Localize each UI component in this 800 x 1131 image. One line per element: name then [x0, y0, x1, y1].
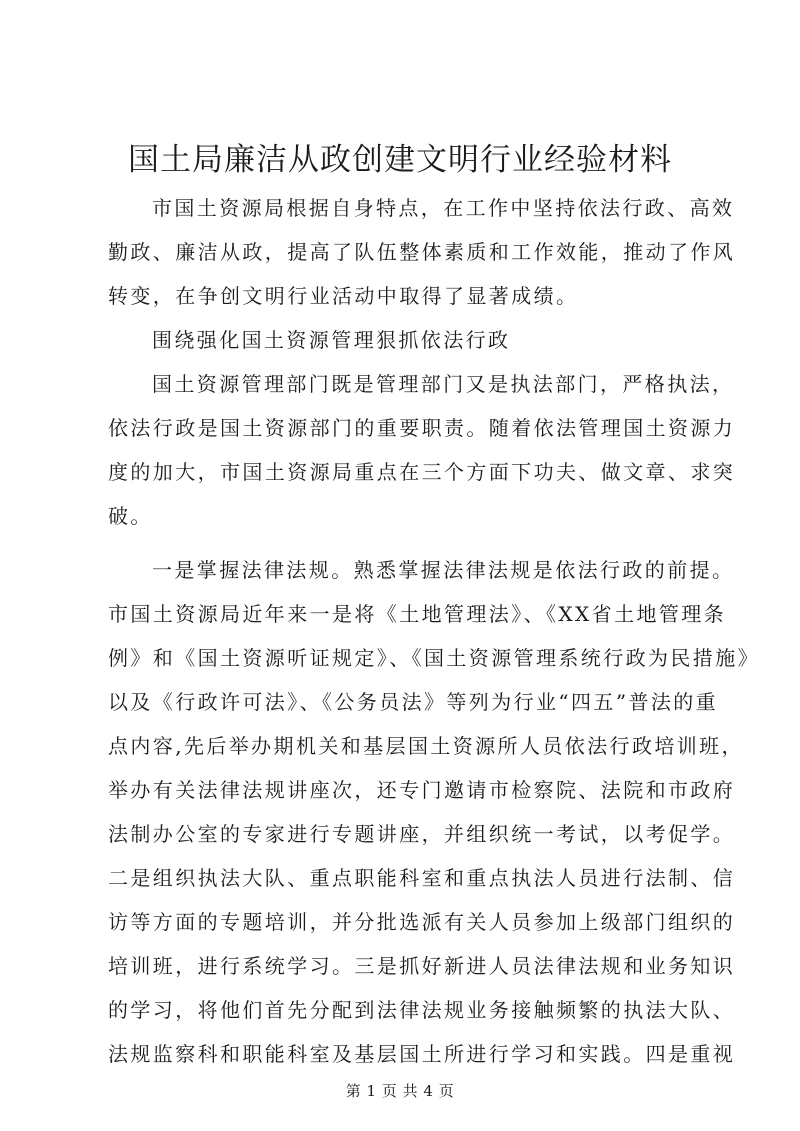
- document-title: 国土局廉洁从政创建文明行业经验材料: [128, 142, 672, 178]
- body-line: 培训班，进行系统学习。三是抓好新进人员法律法规和业务知识: [108, 954, 736, 978]
- body-line: 勤政、廉洁从政，提高了队伍整体素质和工作效能，推动了作风: [108, 240, 736, 264]
- body-line: 举办有关法律法规讲座次，还专门邀请市检察院、法院和市政府: [108, 778, 736, 802]
- body-line: 破。: [108, 504, 153, 528]
- body-line: 的学习，将他们首先分配到法律法规业务接触频繁的执法大队、: [108, 998, 736, 1022]
- body-line: 法制办公室的专家进行专题讲座，并组织统一考试，以考促学。: [108, 822, 736, 846]
- body-line: 市国土资源局根据自身特点，在工作中坚持依法行政、高效: [152, 196, 735, 220]
- document-body: [108, 186, 760, 1076]
- body-line: 访等方面的专题培训，并分批选派有关人员参加上级部门组织的: [108, 910, 736, 934]
- body-line: 二是组织执法大队、重点职能科室和重点执法人员进行法制、信: [108, 866, 736, 890]
- paragraph-gap: [108, 538, 708, 548]
- body-line: 市国土资源局近年来一是将《土地管理法》、《XX省土地管理条: [108, 602, 727, 626]
- body-line: 依法行政是国土资源部门的重要职责。随着依法管理国土资源力: [108, 416, 736, 440]
- section-heading: 围绕强化国土资源管理狠抓依法行政: [152, 328, 511, 352]
- body-line: 法规监察科和职能科室及基层国土所进行学习和实践。四是重视: [108, 1042, 736, 1066]
- body-line: 以及《行政许可法》、《公务员法》等列为行业“四五”普法的重: [108, 690, 719, 714]
- page-footer: 第 1 页 共 4 页: [345, 1082, 455, 1100]
- body-line: 国土资源管理部门既是管理部门又是执法部门，严格执法，: [152, 372, 735, 396]
- body-line: 例》和《国土资源听证规定》、《国土资源管理系统行政为民措施》: [108, 646, 760, 670]
- body-line: 点内容,先后举办期机关和基层国土资源所人员依法行政培训班，: [108, 734, 744, 758]
- body-line: 一是掌握法律法规。熟悉掌握法律法规是依法行政的前提。: [152, 558, 735, 582]
- body-line: 度的加大，市国土资源局重点在三个方面下功夫、做文章、求突: [108, 460, 736, 484]
- body-line: 转变，在争创文明行业活动中取得了显著成绩。: [108, 284, 579, 308]
